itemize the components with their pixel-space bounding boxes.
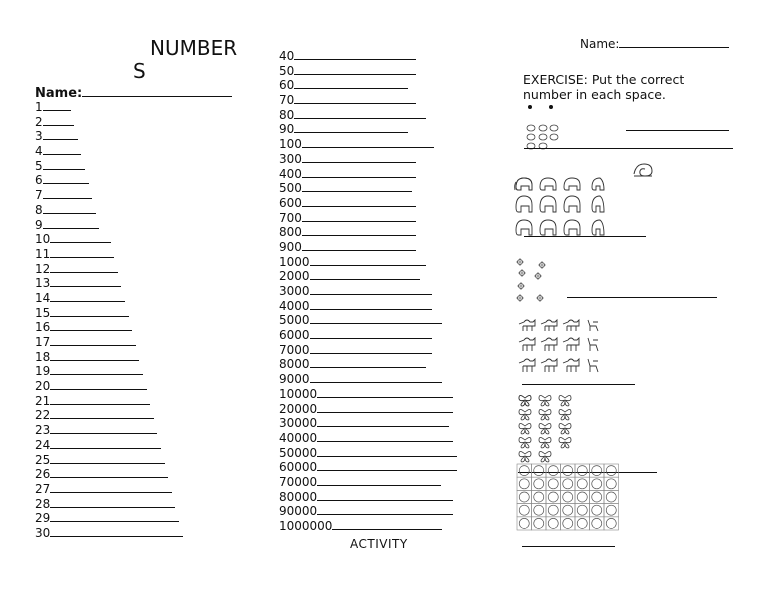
grid-circle [606,505,616,515]
answer-blank[interactable] [310,328,432,339]
number-row [35,115,183,130]
name-label-2: Name: [580,37,620,51]
number-row [279,313,457,328]
grid-circle [534,505,544,515]
number-label: 9000 [279,372,310,387]
number-label: 700 [279,210,302,225]
number-row [35,335,183,350]
number-row [279,152,457,167]
name-label: Name: [35,86,83,101]
camel-icon [518,318,602,376]
grid-circle [592,505,602,515]
number-row [35,453,183,468]
number-row [35,247,183,262]
grid-circle [577,518,587,528]
number-row [279,49,457,64]
grid-circle [534,492,544,502]
answer-line[interactable] [522,384,635,385]
number-row [279,240,457,255]
number-row [35,379,183,394]
number-row [35,159,183,174]
grid-circle [606,466,616,476]
number-label: 900 [279,239,302,254]
number-label: 80 [279,107,295,122]
number-row [279,269,457,284]
grid-circle [577,505,587,515]
answer-blank[interactable] [317,416,449,427]
snail-icon [632,160,654,178]
numbers-list-1-30 [35,100,183,541]
number-row [279,78,457,93]
number-label: 70 [279,93,295,108]
circle-grid-icon [517,464,621,532]
answer-blank[interactable] [310,357,426,368]
number-row [279,299,457,314]
grid-circle [548,466,558,476]
grid-circle [534,518,544,528]
grid-circle [577,466,587,476]
grid-circle [606,492,616,502]
answer-blank[interactable] [50,467,168,478]
grid-circle [519,466,529,476]
answer-blank[interactable] [50,335,136,346]
number-label: 30000 [279,416,318,431]
number-row [35,467,183,482]
answer-blank[interactable] [294,122,408,133]
answer-line[interactable] [567,297,717,298]
answer-blank[interactable] [50,482,172,493]
grid-circle [548,492,558,502]
answer-blank[interactable] [43,129,78,140]
number-label: 22 [35,408,51,423]
number-label: 70000 [279,474,318,489]
number-label: 23 [35,423,51,438]
number-label: 90000 [279,504,318,519]
answer-blank[interactable] [317,475,441,486]
answer-blank[interactable] [50,232,110,243]
grid-circle [548,479,558,489]
grid-circle [577,479,587,489]
answer-blank[interactable] [310,284,432,295]
number-label: 30 [35,525,51,540]
number-row [35,144,183,159]
number-label: 5000 [279,313,310,328]
name-field[interactable] [35,85,232,101]
answer-blank[interactable] [50,320,132,331]
butterfly-icon [518,393,582,463]
number-row [35,218,183,233]
grid-circle [563,518,573,528]
number-row [279,519,457,534]
number-row [35,482,183,497]
answer-blank[interactable] [43,144,82,155]
number-row [279,167,457,182]
number-label: 21 [35,393,51,408]
number-row [279,211,457,226]
answer-blank[interactable] [50,364,143,375]
answer-blank[interactable] [310,343,432,354]
number-label: 12 [35,261,51,276]
grid-circle [563,505,573,515]
answer-line[interactable] [626,130,729,131]
number-label: 2000 [279,269,310,284]
number-label: 8 [35,202,43,217]
grid-circle [592,466,602,476]
number-label: 40000 [279,430,318,445]
grid-circle [519,518,529,528]
grid-circle [592,518,602,528]
answer-blank[interactable] [302,211,416,222]
answer-blank[interactable] [302,240,416,251]
number-row [35,423,183,438]
grid-circle [592,492,602,502]
divider-line [524,148,733,149]
answer-blank[interactable] [310,313,442,324]
answer-blank[interactable] [317,504,453,515]
number-label: 10000 [279,386,318,401]
number-label: 20000 [279,401,318,416]
number-row [279,504,457,519]
number-row [35,364,183,379]
name-blank-2[interactable] [619,37,729,48]
grid-circle [548,518,558,528]
number-row [35,291,183,306]
number-label: 10 [35,232,51,247]
number-label: 3000 [279,284,310,298]
answer-blank[interactable] [302,196,416,207]
answer-blank[interactable] [50,453,164,464]
number-row [35,203,183,218]
grid-circle [606,518,616,528]
answer-blank[interactable] [302,181,412,192]
answer-blank[interactable] [43,188,93,199]
answer-blank[interactable] [50,262,118,273]
number-label: 7000 [279,342,310,357]
number-label: 11 [35,246,51,261]
grid-circle [519,505,529,515]
number-label: 80000 [279,489,318,504]
number-label: 6 [35,173,43,188]
answer-blank[interactable] [310,255,426,266]
number-label: 5 [35,158,43,173]
answer-blank[interactable] [43,159,85,170]
numbers-list-40-1000000 [279,49,457,534]
activity-label: ACTIVITY [350,537,408,551]
number-label: 9 [35,217,43,232]
number-label: 26 [35,467,51,482]
grid-circle [534,479,544,489]
number-label: 28 [35,496,51,511]
answer-blank[interactable] [317,402,453,413]
number-label: 40 [279,49,295,63]
number-row [35,100,183,115]
answer-blank[interactable] [332,519,442,530]
elephant-icon [514,175,610,239]
answer-blank[interactable] [50,306,128,317]
grid-circle [534,466,544,476]
answer-blank[interactable] [43,115,75,126]
answer-blank[interactable] [50,379,146,390]
grid-circle [548,505,558,515]
number-row [279,255,457,270]
number-label: 18 [35,349,51,364]
number-label: 1000 [279,254,310,269]
page-title-continued: S [133,59,146,83]
grid-circle [519,479,529,489]
grid-circle [577,492,587,502]
number-label: 60000 [279,460,318,475]
answer-blank[interactable] [50,350,139,361]
number-row [279,93,457,108]
number-label: 4000 [279,298,310,313]
answer-blank[interactable] [50,394,150,405]
answer-blank[interactable] [302,167,416,178]
number-label: 19 [35,364,51,379]
number-row [35,320,183,335]
number-row [279,416,457,431]
name-blank[interactable] [82,85,232,97]
number-row [279,343,457,358]
number-row [279,490,457,505]
exercise-instruction: EXERCISE: Put the correct number in each space. [523,72,685,102]
number-row [279,181,457,196]
number-row [35,129,183,144]
number-label: 2 [35,114,43,129]
answer-blank[interactable] [50,247,114,258]
number-label: 1 [35,100,43,114]
answer-blank[interactable] [50,497,175,508]
answer-blank[interactable] [50,408,154,419]
grid-circle [563,466,573,476]
number-label: 15 [35,305,51,320]
answer-blank[interactable] [310,372,442,383]
answer-blank[interactable] [317,431,453,442]
grid-circle [606,479,616,489]
number-label: 13 [35,276,51,291]
number-row [35,394,183,409]
grid-circle [592,479,602,489]
answer-blank[interactable] [50,276,121,287]
answer-blank[interactable] [294,49,416,60]
grid-circle [519,492,529,502]
number-row [279,475,457,490]
number-label: 60 [279,78,295,93]
number-row [35,188,183,203]
number-row [279,137,457,152]
number-label: 500 [279,181,302,196]
answer-blank[interactable] [43,218,100,229]
number-label: 3 [35,129,43,144]
answer-blank[interactable] [294,93,416,104]
number-row [279,328,457,343]
grid-circle [563,479,573,489]
number-label: 90 [279,122,295,137]
number-row [35,497,183,512]
answer-blank[interactable] [317,387,453,398]
answer-blank[interactable] [310,269,420,280]
number-label: 25 [35,452,51,467]
answer-line[interactable] [522,546,615,547]
answer-blank[interactable] [43,203,96,214]
number-row [279,122,457,137]
answer-line[interactable] [524,236,646,237]
number-row [279,357,457,372]
answer-blank[interactable] [50,291,125,302]
number-row [35,438,183,453]
answer-blank[interactable] [317,460,457,471]
number-row [35,276,183,291]
answer-blank[interactable] [50,438,161,449]
answer-blank[interactable] [43,100,71,111]
number-row [35,262,183,277]
number-row [279,225,457,240]
number-row [279,431,457,446]
number-row [35,526,183,541]
answer-blank[interactable] [317,446,457,457]
number-row [35,511,183,526]
grid-circle [563,492,573,502]
number-row [35,306,183,321]
number-label: 6000 [279,328,310,343]
number-label: 7 [35,188,43,203]
number-label: 50 [279,63,295,78]
number-row [35,350,183,365]
number-label: 800 [279,225,302,240]
number-row [279,108,457,123]
answer-blank[interactable] [294,78,408,89]
number-label: 100 [279,137,302,152]
number-label: 24 [35,437,51,452]
answer-blank[interactable] [50,423,157,434]
answer-blank[interactable] [302,152,416,163]
number-row [279,402,457,417]
number-row [279,387,457,402]
name-field-2[interactable] [580,37,729,51]
number-row [35,408,183,423]
number-row [279,372,457,387]
number-row [279,284,457,299]
number-row [35,173,183,188]
number-label: 14 [35,290,51,305]
number-label: 8000 [279,357,310,372]
number-row [279,196,457,211]
number-row [279,460,457,475]
answer-blank[interactable] [302,137,434,148]
answer-blank[interactable] [302,225,416,236]
number-row [279,446,457,461]
number-label: 16 [35,320,51,335]
answer-blank[interactable] [50,511,179,522]
number-label: 600 [279,195,302,210]
number-label: 27 [35,481,51,496]
answer-blank[interactable] [294,64,416,75]
answer-blank[interactable] [43,173,89,184]
number-row [35,232,183,247]
number-label: 400 [279,166,302,181]
number-row [279,64,457,79]
answer-blank[interactable] [50,526,182,537]
page-title: NUMBER [150,36,238,60]
answer-blank[interactable] [310,299,432,310]
number-label: 20 [35,379,51,394]
number-label: 50000 [279,445,318,460]
number-label: 300 [279,151,302,166]
number-label: 17 [35,335,51,349]
sun-icon [514,258,550,304]
number-label: 29 [35,511,51,526]
answer-blank[interactable] [317,490,453,501]
number-label: 1000000 [279,519,333,533]
answer-blank[interactable] [294,108,426,119]
number-label: 4 [35,144,43,159]
